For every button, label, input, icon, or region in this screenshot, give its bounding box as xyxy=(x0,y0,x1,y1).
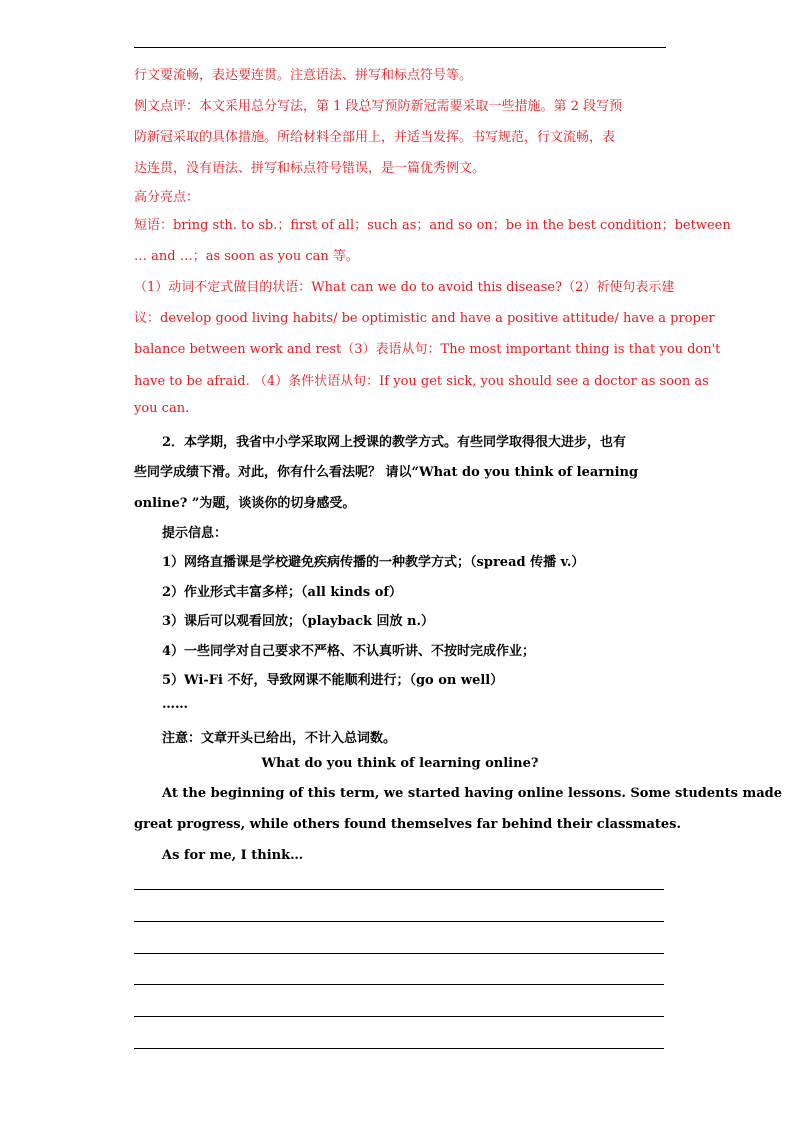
task-line-3: online? ”为题，谈谈你的切身感受。 xyxy=(134,496,356,511)
highlights-sentences-line-1: （1）动词不定式做目的状语：What can we do to avoid this disease?（2）祈使句表示建 xyxy=(134,280,675,295)
highlights-sentences-line-4: have to be afraid. （4）条件状语从句：If you get sick, you should see a doctor as soon as xyxy=(134,374,709,389)
task-line-2: 些同学成绩下滑。对此，你有什么看法呢？ 请以“What do you think of learning xyxy=(134,465,639,480)
highlights-phrases-line-1: 短语：bring sth. to sb.；first of all；such as；and so on；be in the best condition；between xyxy=(134,218,731,233)
highlights-sentences-line-5: you can. xyxy=(134,401,190,416)
essay-para-2: As for me, I think… xyxy=(162,848,304,863)
hints-ellipsis: …… xyxy=(162,697,188,712)
hint-item-1: 1）网络直播课是学校避免疾病传播的一种教学方式；（spread 传播 v.） xyxy=(162,555,585,570)
answer-line xyxy=(134,1016,664,1017)
task-line-1: 2．本学期，我省中小学采取网上授课的教学方式。有些同学取得很大进步，也有 xyxy=(162,435,627,450)
commentary-line-3: 达连贯，没有语法、拼写和标点符号错误，是一篇优秀例文。 xyxy=(134,161,486,176)
top-rule xyxy=(134,47,666,48)
hint-item-5: 5）Wi-Fi 不好，导致网课不能顺利进行；（go on well） xyxy=(162,673,504,688)
highlights-sentences-line-2: 议：develop good living habits/ be optimistic and have a positive attitude/ have a proper xyxy=(134,311,715,326)
commentary-line-2: 防新冠采取的具体措施。所给材料全部用上，并适当发挥。书写规范，行文流畅，表 xyxy=(134,130,616,145)
commentary-line-1: 例文点评：本文采用总分写法，第 1 段总写预防新冠需要采取一些措施。第 2 段写预 xyxy=(134,99,623,114)
hints-heading: 提示信息： xyxy=(162,526,228,541)
hint-item-2: 2）作业形式丰富多样；（all kinds of） xyxy=(162,585,402,600)
highlights-sentences-line-3: balance between work and rest（3）表语从句：The most important thing is that you don't xyxy=(134,342,721,357)
answer-line xyxy=(134,921,664,922)
answer-line xyxy=(134,889,664,890)
essay-para-1-line-1: At the beginning of this term, we started having online lessons. Some students made xyxy=(162,786,782,801)
intro-line: 行文要流畅，表达要连贯。注意语法、拼写和标点符号等。 xyxy=(134,68,473,83)
answer-line xyxy=(134,984,664,985)
answer-line xyxy=(134,1048,664,1049)
answer-line xyxy=(134,953,664,954)
highlights-phrases-line-2: … and …；as soon as you can 等。 xyxy=(134,249,359,264)
hint-item-3: 3）课后可以观看回放；（playback 回放 n.） xyxy=(162,614,435,629)
hint-item-4: 4）一些同学对自己要求不严格、不认真听讲、不按时完成作业； xyxy=(162,644,536,659)
essay-title: What do you think of learning online? xyxy=(261,756,539,771)
task-note: 注意：文章开头已给出，不计入总词数。 xyxy=(162,731,397,746)
essay-para-1-line-2: great progress, while others found themselves far behind their classmates. xyxy=(134,817,682,832)
highlights-heading: 高分亮点： xyxy=(134,190,200,205)
